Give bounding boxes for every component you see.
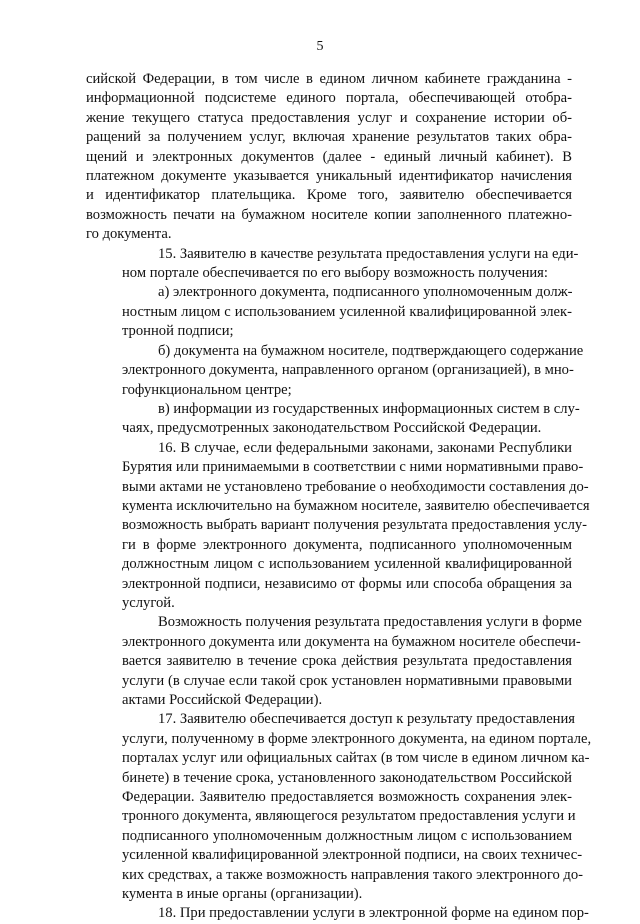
text-line: б) документа на бумажном носителе, подтверждающего содержание: [158, 342, 584, 359]
text-line: го документа.: [86, 226, 172, 243]
text-line: 16. В случае, если федеральными законами, законами Республики: [158, 439, 572, 456]
text-line: 15. Заявителю в качестве результата предоставления услуги на еди-: [158, 245, 579, 262]
text-line: в) информации из государственных информационных систем в слу-: [158, 400, 580, 417]
text-line: а) электронного документа, подписанного уполномоченным долж-: [158, 284, 573, 301]
paragraph: [86, 613, 582, 710]
text-line: бинете) в течение срока, установленного законодательством Российской: [122, 769, 572, 786]
text-line: чаях, предусмотренных законодательством Российской Федерации.: [122, 420, 542, 437]
document-body: [86, 70, 592, 924]
text-line: сийской Федерации, в том числе в едином личном кабинете гражданина -: [86, 71, 572, 87]
paragraph: [86, 70, 572, 245]
paragraph: [86, 904, 589, 923]
text-line: щений и электронных документов (далее - единый личный кабинет). В: [86, 148, 572, 165]
text-line: 18. При предоставлении услуги в электронной форме на едином пор-: [158, 905, 589, 922]
text-line: ги в форме электронного документа, подписанного уполномоченным: [122, 536, 572, 553]
text-line: подписанного уполномоченным должностным лицом с использованием: [122, 827, 572, 844]
text-line: услугой.: [122, 594, 175, 611]
text-line: должностным лицом с использованием усиленной квалифицированной: [122, 556, 572, 573]
text-line: жение текущего статуса предоставления услуг и сохранение истории об-: [86, 109, 572, 126]
text-line: информационной подсистеме единого портала, обеспечивающей отобра-: [86, 90, 572, 107]
text-line: ращений за получением услуг, включая хранение результатов таких обра-: [86, 129, 572, 146]
paragraph: [86, 283, 572, 341]
text-line: тронной подписи;: [122, 323, 234, 340]
paragraph: [86, 245, 579, 284]
text-line: электронного документа или документа на бумажном носителе обеспечи-: [122, 633, 581, 650]
text-line: ном портале обеспечивается по его выбору возможность получения:: [122, 265, 548, 282]
text-line: Бурятия или принимаемыми в соответствии с ними нормативными право-: [122, 459, 584, 476]
text-line: усиленной квалифицированной электронной подписи, на своих техничес-: [122, 847, 583, 864]
text-line: возможность печати на бумажном носителе копии заполненного платежно-: [86, 206, 572, 223]
text-line: выми актами не установлено требование о необходимости составления до-: [122, 478, 589, 495]
text-line: порталах услуг или официальных сайтах (в том числе в едином личном ка-: [122, 750, 590, 767]
text-line: кумента исключительно на бумажном носителе, заявителю обеспечивается: [122, 497, 590, 514]
text-line: Федерации. Заявителю предоставляется возможность сохранения элек-: [122, 789, 572, 806]
paragraph: [86, 710, 592, 904]
paragraph: [86, 342, 584, 400]
text-line: вается заявителю в течение срока действия результата предоставления: [122, 653, 572, 670]
text-line: ких средствах, а также возможность направления такого электронного до-: [122, 866, 583, 883]
text-line: электронного документа, направленного органом (организацией), в мно-: [122, 362, 574, 379]
text-line: возможность выбрать вариант получения результата предоставления услу-: [122, 517, 588, 534]
text-line: Возможность получения результата предоставления услуги в форме: [158, 614, 582, 631]
text-line: ностным лицом с использованием усиленной квалифицированной элек-: [122, 303, 572, 320]
paragraph: [86, 439, 590, 614]
text-line: 17. Заявителю обеспечивается доступ к результату предоставления: [158, 711, 576, 728]
text-line: услуги (в случае если такой срок установлен нормативными правовыми: [122, 672, 572, 689]
text-line: кумента в иные органы (организации).: [122, 886, 363, 903]
text-line: тронного документа, являющегося результатом предоставления услуги и: [122, 808, 576, 825]
text-line: актами Российской Федерации).: [122, 692, 323, 708]
page-number: 5: [316, 39, 324, 54]
text-line: услуги, полученному в форме электронного документа, на едином портале,: [122, 730, 592, 747]
paragraph: [86, 400, 580, 439]
text-line: и идентификатор плательщика. Кроме того, заявителю обеспечивается: [86, 187, 572, 204]
text-line: гофункциональном центре;: [122, 381, 292, 398]
text-line: электронной подписи, независимо от формы или способа обращения за: [122, 575, 572, 592]
text-line: платежном документе указывается уникальный идентификатор начисления: [86, 168, 572, 185]
